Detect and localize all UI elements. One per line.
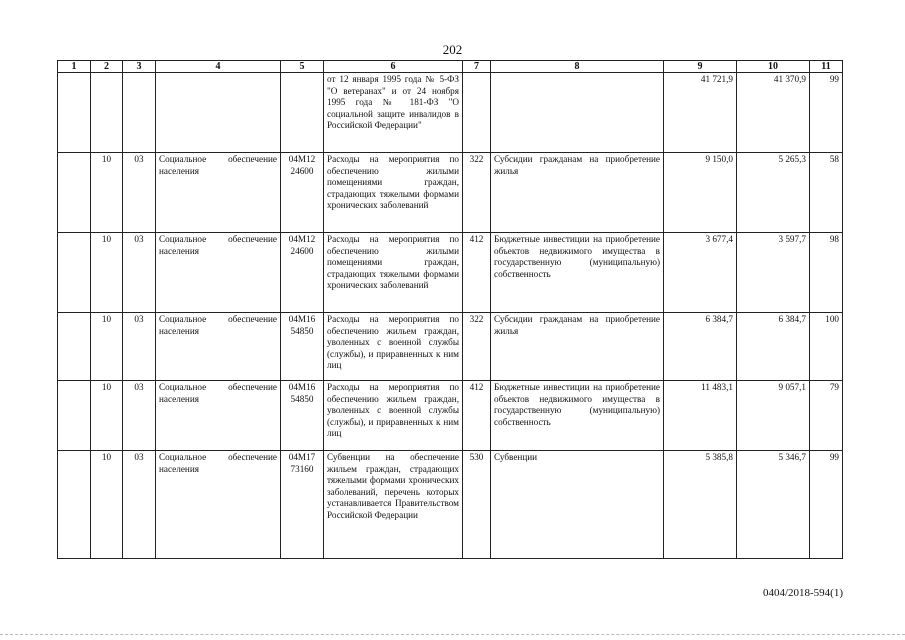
cell-target-article: 04М12 24600 (281, 233, 324, 313)
cell-section-name: Социальное обеспечение населения (156, 313, 281, 381)
cell-section: 10 (91, 313, 123, 381)
column-header-7: 7 (463, 61, 491, 73)
column-header-2: 2 (91, 61, 123, 73)
cell-expense-type-name: Субсидии гражданам на приобретение жилья (491, 153, 664, 233)
cell-expense-type-name (491, 73, 664, 153)
cell-expense-type-code: 322 (463, 153, 491, 233)
cell-subsection: 03 (123, 153, 156, 233)
cell-actual-amount: 5 346,7 (737, 451, 810, 559)
cell-expense-description: Расходы на мероприятия по обеспечению жилыми помещениями граждан, страдающих тяжелыми формами хронических заболеваний (324, 233, 463, 313)
column-header-9: 9 (664, 61, 737, 73)
cell-expense-description: от 12 января 1995 года № 5-ФЗ "О ветеранах" и от 24 ноября 1995 года № 181-ФЗ "О социальной защите инвалидов в Российской Федерации" (324, 73, 463, 153)
cell-subsection (123, 73, 156, 153)
cell-target-article (281, 73, 324, 153)
cell-col-1 (58, 313, 91, 381)
cell-planned-amount: 41 721,9 (664, 73, 737, 153)
cell-expense-description: Расходы на мероприятия по обеспечению жильем граждан, уволенных с военной службы (службы), и приравненных к ним лиц (324, 381, 463, 451)
column-header-11: 11 (810, 61, 843, 73)
cell-actual-amount: 41 370,9 (737, 73, 810, 153)
cell-section: 10 (91, 233, 123, 313)
table-row (58, 153, 843, 233)
cell-target-article: 04М16 54850 (281, 313, 324, 381)
page-bottom-divider (0, 634, 905, 635)
cell-expense-type-code: 530 (463, 451, 491, 559)
cell-execution-percent: 100 (810, 313, 843, 381)
cell-target-article: 04М17 73160 (281, 451, 324, 559)
cell-section: 10 (91, 381, 123, 451)
cell-section: 10 (91, 451, 123, 559)
column-header-6: 6 (324, 61, 463, 73)
cell-actual-amount: 3 597,7 (737, 233, 810, 313)
column-header-5: 5 (281, 61, 324, 73)
cell-expense-type-name: Субвенции (491, 451, 664, 559)
cell-expense-type-code: 412 (463, 233, 491, 313)
cell-subsection: 03 (123, 451, 156, 559)
document-code: 0404/2018-594(1) (762, 587, 843, 599)
cell-target-article: 04М16 54850 (281, 381, 324, 451)
cell-expense-description: Субвенции на обеспечение жильем граждан, страдающих тяжелыми формами хронических заболеваний, перечень которых устанавливается Правительством Российской Федерации (324, 451, 463, 559)
cell-expense-description: Расходы на мероприятия по обеспечению жильем граждан, уволенных с военной службы (службы), и приравненных к ним лиц (324, 313, 463, 381)
cell-section-name (156, 73, 281, 153)
column-header-3: 3 (123, 61, 156, 73)
cell-subsection: 03 (123, 313, 156, 381)
cell-col-1 (58, 153, 91, 233)
cell-expense-type-code: 412 (463, 381, 491, 451)
cell-expense-type-name: Бюджетные инвестиции на приобретение объектов недвижимого имущества в государственную (муниципальную) собственность (491, 381, 664, 451)
cell-planned-amount: 5 385,8 (664, 451, 737, 559)
cell-subsection: 03 (123, 381, 156, 451)
cell-section-name: Социальное обеспечение населения (156, 451, 281, 559)
column-header-10: 10 (737, 61, 810, 73)
cell-section-name: Социальное обеспечение населения (156, 233, 281, 313)
table-row (58, 313, 843, 381)
cell-planned-amount: 9 150,0 (664, 153, 737, 233)
table-body (58, 73, 843, 559)
cell-execution-percent: 79 (810, 381, 843, 451)
header-row (58, 61, 843, 73)
cell-planned-amount: 6 384,7 (664, 313, 737, 381)
cell-subsection: 03 (123, 233, 156, 313)
column-header-1: 1 (58, 61, 91, 73)
cell-expense-type-name: Субсидии гражданам на приобретение жилья (491, 313, 664, 381)
table-row (58, 73, 843, 153)
cell-section-name: Социальное обеспечение населения (156, 153, 281, 233)
cell-target-article: 04М12 24600 (281, 153, 324, 233)
cell-section-name: Социальное обеспечение населения (156, 381, 281, 451)
budget-table (57, 60, 843, 559)
cell-planned-amount: 3 677,4 (664, 233, 737, 313)
table-row (58, 381, 843, 451)
cell-execution-percent: 99 (810, 73, 843, 153)
cell-col-1 (58, 451, 91, 559)
page-number: 202 (442, 42, 463, 57)
cell-execution-percent: 58 (810, 153, 843, 233)
cell-section (91, 73, 123, 153)
cell-actual-amount: 6 384,7 (737, 313, 810, 381)
cell-actual-amount: 5 265,3 (737, 153, 810, 233)
cell-expense-type-code: 322 (463, 313, 491, 381)
cell-col-1 (58, 381, 91, 451)
table-row (58, 233, 843, 313)
cell-expense-type-name: Бюджетные инвестиции на приобретение объектов недвижимого имущества в государственную (муниципальную) собственность (491, 233, 664, 313)
cell-planned-amount: 11 483,1 (664, 381, 737, 451)
cell-col-1 (58, 73, 91, 153)
cell-section: 10 (91, 153, 123, 233)
column-header-4: 4 (156, 61, 281, 73)
column-header-8: 8 (491, 61, 664, 73)
cell-col-1 (58, 233, 91, 313)
cell-actual-amount: 9 057,1 (737, 381, 810, 451)
cell-expense-description: Расходы на мероприятия по обеспечению жилыми помещениями граждан, страдающих тяжелыми формами хронических заболеваний (324, 153, 463, 233)
table-row (58, 451, 843, 559)
cell-execution-percent: 98 (810, 233, 843, 313)
cell-execution-percent: 99 (810, 451, 843, 559)
cell-expense-type-code (463, 73, 491, 153)
